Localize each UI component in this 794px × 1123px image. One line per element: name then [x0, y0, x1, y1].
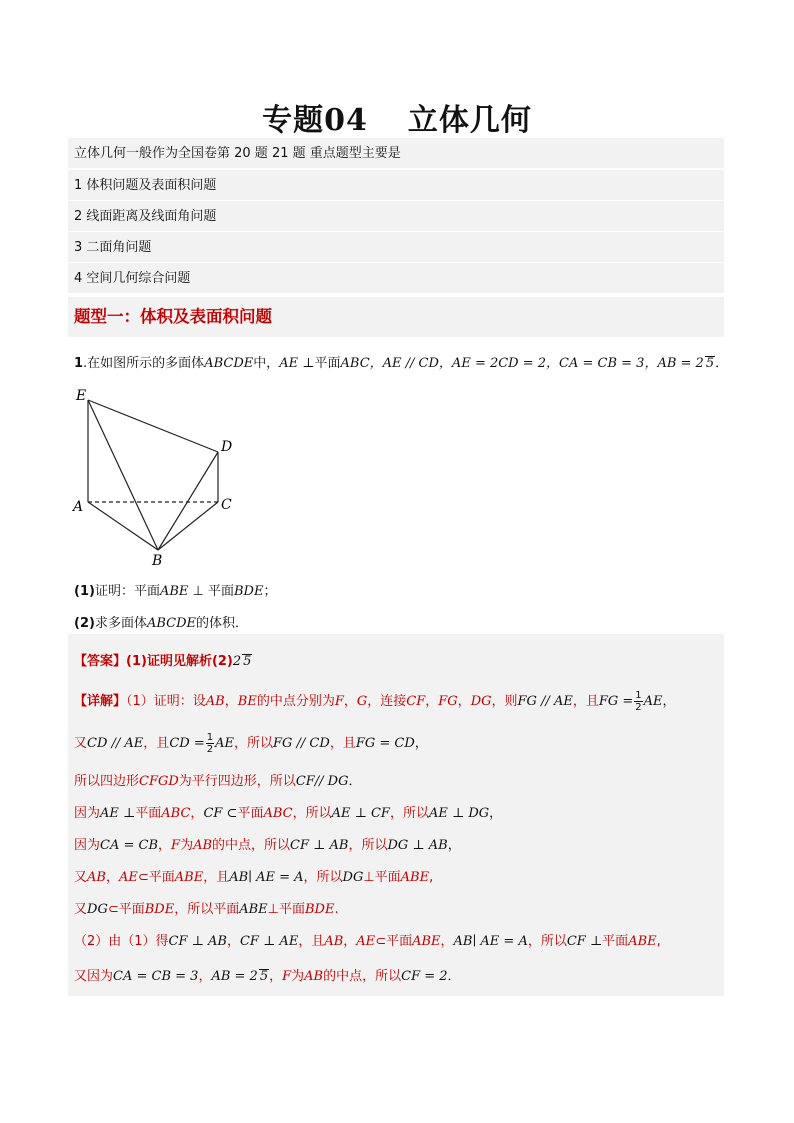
detail-line — [74, 690, 676, 713]
detail-text: 又因为 — [74, 969, 114, 984]
detail-text: （2）由（1）得 — [74, 934, 169, 949]
detail-text: 又 — [74, 870, 88, 885]
detail-text: ⊥平面 — [363, 870, 401, 885]
section-heading: 题型一：体积及表面积问题 — [68, 297, 724, 337]
detail-text: 又 — [74, 902, 88, 917]
math-text: G — [356, 694, 368, 709]
math-text: F — [334, 694, 344, 709]
math-text: FG // AE — [517, 694, 573, 709]
detail-text: ， — [224, 694, 238, 709]
math-text: CF ⊥ AB — [290, 838, 349, 853]
math-text: F — [171, 838, 181, 853]
detail-line — [74, 898, 339, 917]
math-text: ABE — [174, 870, 204, 885]
math-op: ⊥ — [188, 584, 208, 599]
part-text: 求多面体 — [94, 616, 147, 631]
math-text: FG — [438, 694, 458, 709]
detail-text: ， — [198, 969, 212, 984]
problem-number: 1 — [74, 356, 84, 371]
edge-db — [158, 452, 218, 550]
math-text: BDE — [144, 902, 175, 917]
intro-text: 立体几何一般作为全国卷第 20 题 21 题 重点题型主要是 — [74, 146, 401, 161]
math-text: DG — [342, 870, 364, 885]
math-text: CA = CB — [100, 838, 159, 853]
problem-text: 平面 — [314, 356, 341, 371]
problem-statement: 1.在如图所示的多面体ABCDE中，AE ⊥平面ABC，AE // CD，AE = 2CD = 2，CA = CB = 3，AB = 2 5． — [74, 356, 729, 371]
detail-line — [74, 930, 661, 949]
math-text: AB = 2 — [211, 969, 258, 984]
problem-part-2 — [74, 612, 248, 631]
problem-text: .在如图所示的多面体 — [83, 356, 205, 371]
detail-text: 平面 — [237, 806, 264, 821]
radicand: 5 — [705, 356, 715, 371]
fraction — [634, 690, 642, 713]
detail-text: 因为 — [74, 806, 101, 821]
part-text: 平面 — [207, 584, 234, 599]
math-text: DG — [470, 694, 492, 709]
part-text: 证明：平面 — [94, 584, 160, 599]
detail-text: 的中点，所以 — [323, 969, 402, 984]
math-text: ABC — [161, 806, 191, 821]
vertex-label-a: A — [73, 499, 84, 515]
vertex-label-b: B — [152, 553, 163, 569]
math-text: BDE — [304, 902, 335, 917]
math-text: DG — [87, 902, 108, 917]
math-text: FG = CD — [355, 736, 415, 751]
detail-text: ，且 — [572, 694, 599, 709]
sqrt-symbol — [242, 654, 252, 668]
intro-item — [68, 170, 724, 201]
intro-item — [68, 232, 724, 263]
vertex-label-e: E — [76, 388, 87, 404]
detail-text: ， — [158, 838, 172, 853]
vertex-label-c: C — [221, 497, 232, 513]
math-text: BE — [237, 694, 257, 709]
radicand: 5 — [243, 654, 252, 669]
detail-text: 平面 — [135, 806, 162, 821]
detail-text: ， — [457, 694, 471, 709]
detail-line — [74, 732, 428, 755]
math-text: AE ⊥ — [279, 356, 315, 371]
radicand: 5 — [259, 969, 269, 984]
detail-line — [74, 965, 461, 984]
detail-text: ， — [662, 694, 676, 709]
detail-text: , — [429, 870, 434, 885]
math-text: AE — [356, 934, 376, 949]
math-text: ABC — [263, 806, 293, 821]
detail-text: ，连接 — [367, 694, 407, 709]
math-text: 2 — [232, 654, 242, 669]
math-text: ，AE // CD，AE = 2CD = 2，CA = CB = 3，AB = 2 — [369, 356, 704, 371]
detail-text: 为平行四边形，所以 — [178, 774, 296, 789]
detail-text: ， — [105, 870, 119, 885]
detail-text: ⊂平面 — [137, 870, 175, 885]
detail-text: （1）证明：设 — [126, 694, 206, 709]
math-text: ABCDE — [204, 356, 254, 371]
math-text: CF ⊥ AE — [239, 934, 299, 949]
detail-text: ⊥平面 — [267, 902, 305, 917]
title-topic: 专题04 — [262, 103, 368, 138]
detail-text: 平面 — [602, 934, 629, 949]
sqrt-symbol — [259, 969, 269, 983]
fraction-denominator: 2 — [635, 702, 642, 713]
math-text: CF — [406, 694, 426, 709]
detail-text: ，所以 — [527, 934, 567, 949]
detail-text: ，则 — [491, 694, 518, 709]
intro-item-text: 3 二面角问题 — [74, 240, 152, 255]
detail-text: 的中点，所以 — [212, 838, 291, 853]
math-text: FG = — [598, 694, 634, 709]
detail-text: ⊂平面 — [107, 902, 145, 917]
intro-item — [68, 201, 724, 232]
math-text: CF ⊂ — [203, 806, 238, 821]
math-text: AE ⊥ CF — [331, 806, 390, 821]
detail-text: 因为 — [74, 838, 101, 853]
math-text: F — [282, 969, 292, 984]
detail-text: ，且 — [329, 736, 356, 751]
detail-line — [74, 770, 362, 789]
sqrt-symbol — [705, 356, 715, 370]
detail-text: ，且 — [203, 870, 230, 885]
detail-text: ． — [348, 774, 362, 789]
detail-text: ⊂平面 — [375, 934, 413, 949]
detail-text: ， — [440, 934, 454, 949]
intro-item-text: 2 线面距离及线面角问题 — [74, 209, 217, 224]
detail-text: 所以四边形 — [74, 774, 140, 789]
math-text: ABE — [239, 902, 268, 917]
edge-cb — [158, 502, 218, 550]
fraction-denominator: 2 — [206, 744, 214, 755]
detail-text: ，所以 — [348, 838, 388, 853]
detail-text: ． — [447, 969, 461, 984]
part-number: (2) — [74, 616, 95, 631]
math-text: ABE — [412, 934, 441, 949]
detail-text: ，所以 — [389, 806, 429, 821]
detail-text: 的中点分别为 — [256, 694, 335, 709]
math-text: AE ⊥ — [100, 806, 136, 821]
math-text: CF ⊥ AB — [168, 934, 227, 949]
detail-text: ，所以平面 — [174, 902, 240, 917]
math-text: AE — [215, 736, 234, 751]
detail-text: 又 — [74, 736, 88, 751]
detail-text: ， — [489, 806, 503, 821]
detail-text: . — [334, 902, 339, 917]
detail-text: ，且 — [298, 934, 325, 949]
math-text: AB — [87, 870, 106, 885]
detail-text: 为 — [291, 969, 305, 984]
math-text: ABE — [628, 934, 657, 949]
detail-text: ，所以 — [303, 870, 343, 885]
detail-line — [74, 866, 433, 885]
part-text: ； — [263, 584, 277, 599]
vertex-label-d: D — [221, 439, 233, 455]
intro-item-text: 1 体积问题及表面积问题 — [74, 178, 217, 193]
detail-text: ，所以 — [233, 736, 273, 751]
intro-item — [68, 263, 724, 294]
detail-text: ，且 — [143, 736, 170, 751]
math-text: AB — [324, 934, 344, 949]
math-text: ABCDE — [146, 616, 196, 631]
edge-ab — [88, 502, 158, 550]
page-title — [0, 95, 794, 139]
fraction-numerator: 1 — [206, 732, 214, 743]
intro-line — [68, 138, 724, 169]
math-text: AE ⊥ DG — [428, 806, 490, 821]
polyhedron-figure — [68, 385, 248, 574]
detail-text: ， — [343, 694, 357, 709]
detail-line — [74, 802, 502, 821]
detail-text: ， — [447, 838, 461, 853]
math-text: AB∣ AE = A — [229, 870, 304, 885]
math-text: FG // CD — [273, 736, 330, 751]
detail-text: ，所以 — [292, 806, 332, 821]
detail-text: ， — [226, 934, 240, 949]
problem-text: 中， — [253, 356, 280, 371]
math-text: CD // AE — [87, 736, 144, 751]
problem-part-1 — [74, 580, 276, 599]
detail-text: ， — [343, 934, 357, 949]
math-text: ABE — [159, 584, 189, 599]
math-text: CF// DG — [295, 774, 349, 789]
title-subject: 立体几何 — [407, 103, 532, 138]
detail-text: ， — [425, 694, 439, 709]
math-text: CF = 2 — [401, 969, 448, 984]
math-text: BDE — [234, 584, 264, 599]
intro-item-text: 4 空间几何综合问题 — [74, 271, 191, 286]
math-text: AB — [205, 694, 225, 709]
part-text: 的体积． — [196, 616, 249, 631]
detail-text: ， — [190, 806, 204, 821]
edge-ed — [88, 400, 218, 452]
answer-tag: 【答案】 — [74, 654, 127, 669]
part-number: (1) — [74, 584, 95, 599]
math-text: CD = — [169, 736, 205, 751]
detail-text: ， — [414, 736, 428, 751]
math-text: AE — [118, 870, 138, 885]
detail-text: 为 — [180, 838, 194, 853]
detail-text: , — [656, 934, 661, 949]
math-text: DG ⊥ AB — [387, 838, 448, 853]
detail-line — [74, 834, 461, 853]
math-text: ABC — [340, 356, 370, 371]
fraction-numerator: 1 — [635, 690, 642, 701]
math-text: AB — [304, 969, 324, 984]
detail-tag: 【详解】 — [74, 694, 127, 709]
math-text: CF ⊥ — [566, 934, 603, 949]
math-text: ABE — [400, 870, 430, 885]
fraction — [206, 732, 214, 755]
edge-eb — [88, 400, 158, 550]
math-text: AB∣ AE = A — [453, 934, 528, 949]
math-text: AB — [193, 838, 213, 853]
math-text: AE — [643, 694, 663, 709]
math-text: CA = CB = 3 — [113, 969, 199, 984]
answer-line — [74, 650, 252, 669]
math-text: CFGD — [139, 774, 179, 789]
answer-text: (1)证明见解析(2) — [126, 654, 233, 669]
detail-text: ， — [269, 969, 283, 984]
polyhedron-diagram — [68, 385, 248, 570]
